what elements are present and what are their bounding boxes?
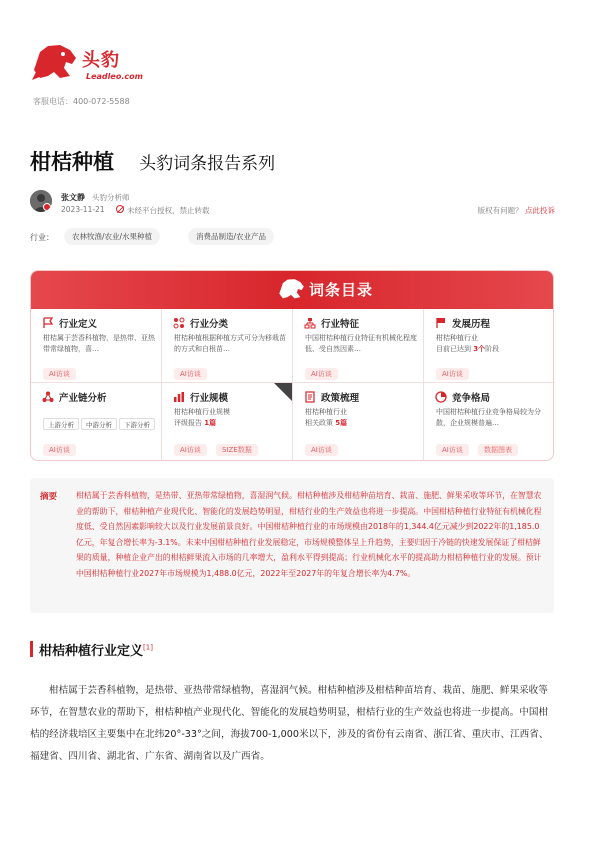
toc-item-title: 政策梳理 [321,393,360,404]
document-icon [304,391,316,403]
publish-date: 2023-11-21 [61,205,105,214]
toc-item-desc: 柑桔属于芸香科植物，是热带、亚热带常绿植物，喜… [43,334,155,353]
toc-item-title: 竞争格局 [452,393,491,404]
service-phone: 客服电话：400-072-5588 [33,97,130,106]
abstract-label: 摘要 [40,492,58,502]
leopard-logo-icon [277,275,305,303]
flag-icon [42,317,54,329]
abstract-text: 柑桔属于芸香科植物，是热带、亚热带常绿植物，喜湿润气候。柑桔种植涉及柑桔种苗培育、栽苗、施肥、鲜果采收等环节，在智慧农业的帮助下，柑桔种植产业现代化、智能化的发展趋势明显，柑桔行业的生产效益也将进一步提高。中国柑桔种植行业特征有机械化程度低、受自然因素影响较大以及行业发展前景良好。中国柑桔种植行业的市场规模由2018年的1,344.4亿元减少到2022年的1,185.0亿元，年复合增长率为-3.1%。未来中国柑桔种植行业发展稳定，市场规模整体呈上升趋势，主要归因于冷链的快速发展保证了柑桔鲜果的质量，种植企业产出的柑桔鲜果流入市场的几率增大，盈利水平得到提高；行业机械化水平的提高助力柑桔种植行业的发展。预计中国柑桔种植行业2027年市场规模为1,488.0亿元，2022年至2027年的年复合增长率为4.7%。 [76,491,542,578]
toc-item-history[interactable] [424,309,554,383]
ai-interview-chip[interactable]: AI访谈 [436,444,469,456]
desc-text: 相关政策 [305,418,336,427]
history-flag-icon [435,317,447,329]
author-role: 头豹分析师 [92,193,130,202]
desc-text: 阶段 [485,344,500,353]
toc-item-desc [436,333,548,354]
downstream-tab[interactable]: 下游分析 [119,418,155,430]
toc-item-desc [305,407,417,428]
brand-url[interactable]: Leadleo.com [86,72,143,81]
section-title-text: 柑桔种植行业定义 [39,644,144,659]
toc-item-desc: 中国柑桔种植行业竞争格局较为分散，企业规模普遍… [436,408,541,427]
table-of-contents [30,270,554,461]
toc-item-market-size[interactable] [162,383,293,461]
section-body: 柑桔属于芸香科植物，是热带、亚热带常绿植物，喜湿润气候。柑桔种植涉及柑桔种苗培育、栽苗、施肥、鲜果采收等环节，在智慧农业的帮助下，柑桔种植产业现代化、智能化的发展趋势明显，柑桔行业的生产效益也将进一步提高。中国柑桔的经济栽培区主要集中在北纬20°-33°之间，海拔700-1,000米以下，涉及的省份有云南省、浙江省、重庆市、江西省、福建省、四川省、湖北省、广东省、湖南省以及广西省。 [30,685,549,762]
citation-ref[interactable]: [1] [143,643,153,652]
toc-item-definition[interactable] [31,309,162,383]
avatar[interactable] [30,190,52,212]
ai-interview-chip[interactable]: AI访谈 [174,368,207,380]
ai-interview-chip[interactable]: AI访谈 [174,444,207,456]
author-name[interactable]: 张文静 [61,193,85,202]
copyright-question: 版权有问题？ [477,206,523,215]
desc-highlight: 1篇 [204,418,217,427]
toc-item-policy[interactable] [293,383,424,461]
section-title [39,640,153,659]
section-accent-bar [30,641,33,657]
toc-item-title: 发展历程 [452,319,491,330]
brand-logo[interactable] [30,40,170,90]
desc-text: 目前已达到 [436,344,474,353]
report-title: 柑桔种植 [30,150,114,174]
person-icon [30,190,52,212]
desc-highlight: 3个 [473,344,486,353]
category-icon [173,317,185,329]
toc-header [31,271,553,309]
complaint-link[interactable]: 点此投诉 [525,206,555,215]
ai-interview-chip[interactable]: AI访谈 [436,368,469,380]
page-title [30,146,275,176]
copyright-notice: 未经平台授权，禁止转载 [127,206,210,215]
bar-chart-icon [173,391,185,403]
toc-item-title: 行业规模 [190,393,229,404]
author-info [30,190,555,220]
toc-item-title: 行业定义 [59,319,98,330]
forbidden-icon [116,205,124,213]
copyright-complaint [478,205,555,216]
ai-interview-chip[interactable]: AI访谈 [43,444,76,456]
toc-item-desc: 中国柑桔种植行业特征有机械化程度低、受自然因素… [305,334,417,353]
upstream-tab[interactable]: 上游分析 [43,418,79,430]
desc-text: 柑桔种植行业规模 [174,408,230,416]
toc-item-competition[interactable] [424,383,554,461]
desc-text: 柑桔种植行业 [305,408,347,416]
pie-chart-icon [435,391,447,403]
abstract-box [30,478,554,613]
toc-grid [31,309,553,461]
toc-item-title: 行业特征 [321,319,360,330]
ai-interview-chip[interactable]: AI访谈 [305,368,338,380]
report-series: 头豹词条报告系列 [139,154,276,174]
ai-interview-chip[interactable]: AI访谈 [43,368,76,380]
toc-item-desc [174,407,286,428]
toc-item-desc: 柑桔种植根据种植方式可分为移栽苗的方式和白根苗… [174,334,286,353]
toc-item-title: 产业链分析 [59,393,107,404]
desc-text: 评级报告 [174,418,205,427]
toc-title: 词条目录 [309,281,374,299]
desc-highlight: 5篇 [335,418,348,427]
industry-tag[interactable]: 农林牧渔/农业/水果种植 [64,228,160,245]
toc-item-features[interactable] [293,309,424,383]
size-data-chip[interactable]: SIZE数据 [216,444,258,456]
brand-name: 头豹 [82,50,120,71]
industry-label: 行业： [30,233,54,242]
desc-text: 柑桔种植行业 [436,334,478,342]
midstream-tab[interactable]: 中游分析 [81,418,117,430]
chain-icon [42,391,54,403]
toc-item-value-chain[interactable] [31,383,162,461]
structure-icon [304,317,316,329]
leopard-logo-icon [30,42,78,82]
ai-interview-chip[interactable]: AI访谈 [305,444,338,456]
data-chart-chip[interactable]: 数据图表 [478,444,518,456]
toc-item-classification[interactable] [162,309,293,383]
toc-item-title: 行业分类 [190,319,229,330]
corner-badge [274,383,292,401]
industry-tag[interactable]: 消费品制造/农业产品 [188,228,274,245]
